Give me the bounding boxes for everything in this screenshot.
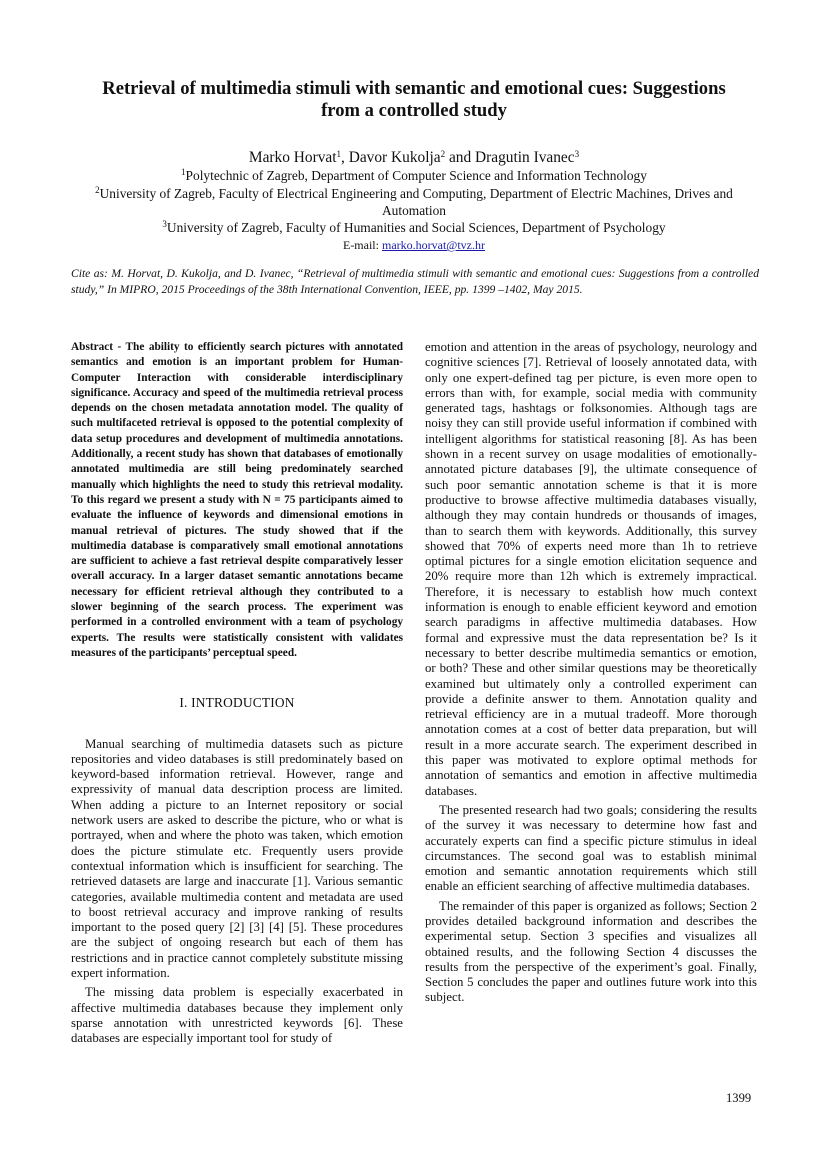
intro-paragraph-1: Manual searching of multimedia datasets such as picture repositories and video databases is still predominately based on keyword-based information retrieval. However, range and expressivity of manual data description process are limited. When adding a picture to an Internet repository or social network users are asked to describe the picture, who or what is portrayed, when and where the photo was taken, which emotion does the picture stimulate etc. Frequently users provide contextual information which is insufficient for searching. The retrieved datasets are large and inaccurate [1]. Various semantic categories, available multimedia content and metadata are used to boost retrieval accuracy and improve ranking of results important to the posed query [2] [3] [4] [5]. These procedures are the subject of ongoing research but each of them has restrictions and in practice cannot completely substitute missing expert information.	[71, 736, 403, 980]
paper-title	[60, 78, 768, 122]
abstract: Abstract - The ability to efficiently search pictures with annotated semantics and emotion is an important problem for Human-Computer Interaction with considerable interdisciplinary significance. Accuracy and speed of the multimedia retrieval process depends on the chosen metadata annotation model. The quality of such multifaceted retrieval is opposed to the potential complexity of data setup procedures and development of multimedia annotations. Additionally, a recent study has shown that databases of emotionally annotated multimedia are still being predominately searched manually which highlights the need to study this retrieval modality. To this regard we present a study with N = 75 participants aimed to evaluate the influence of keywords and dimensional emotions in manual retrieval of pictures. The study showed that if the multimedia database is comparatively small emotional annotations are sufficient to achieve a fast retrieval despite comparatively lesser overall accuracy. In a larger dataset semantic annotations became necessary for efficient retrieval although they contributed to a slower beginning of the search process. The experiment was performed in a controlled environment with a team of psychology experts. The results were statistically consistent with validates measures of the participants’ perceptual speed.	[71, 341, 403, 659]
contact-email	[40, 238, 788, 253]
affiliation-2-marker: 2	[95, 185, 100, 195]
affiliation-1	[70, 168, 758, 185]
author-list	[40, 148, 788, 167]
intro-paragraph-4: The presented research had two goals; considering the results of the survey it was necessary to determine how fast and accurately experts can find a specific picture stimulus in ideal circumstances. The second goal was to establish minimal emotion and semantic annotation requirements which still enable an efficient searching of affective multimedia databases.	[425, 802, 757, 894]
affiliation-3	[70, 220, 758, 237]
affiliation-1-text: Polytechnic of Zagreb, Department of Computer Science and Information Technology	[185, 168, 647, 183]
email-link[interactable]: marko.horvat@tvz.hr	[381, 238, 486, 252]
page-number: 1399	[726, 1091, 752, 1105]
right-column	[425, 340, 757, 1010]
citation-note: Cite as: M. Horvat, D. Kukolja, and D. Ivanec, “Retrieval of multimedia stimuli with semantic and emotional cues: Suggestions from a controlled study,” In MIPRO, 2015 Proceedings of the 38th International Convention, IEEE, pp. 1399 –1402, May 2015.	[71, 267, 759, 296]
left-column	[71, 340, 403, 1050]
author-1: Marko Horvat	[248, 149, 337, 166]
affiliation-3-marker: 3	[162, 219, 167, 229]
paper-title-line-1: Retrieval of multimedia stimuli with semantic and emotional cues: Suggestions	[102, 78, 726, 99]
section-heading-introduction: I. INTRODUCTION	[179, 695, 295, 711]
affiliation-2-text: University of Zagreb, Faculty of Electrical Engineering and Computing, Department of Electric Machines, Drives and Automation	[99, 186, 733, 218]
affiliation-2	[78, 186, 750, 219]
affiliation-3-text: University of Zagreb, Faculty of Humanities and Social Sciences, Department of Psychology	[166, 220, 666, 235]
paper-title-line-2: from a controlled study	[321, 100, 507, 121]
intro-paragraph-5: The remainder of this paper is organized as follows; Section 2 provides detailed background information and describes the experimental setup. Section 3 specifies and visualizes all obtained results, and the following Section 4 discusses the results from the perspective of the experiment’s goal. Finally, Section 5 concludes the paper and outlines future work into this subject.	[425, 898, 757, 1005]
intro-paragraph-3: emotion and attention in the areas of psychology, neurology and cognitive sciences [7]. Retrieval of loosely annotated data, with only one expert-defined tag per picture, is even more open to errors than with, for example, social media with community generated tags, hashtags or folksonomies. Although tags are noisy they can still provide useful information if combined with intelligent algorithms for statistical reasoning [8]. As has been shown in a recent survey on usage modalities of emotionally-annotated picture databases [9], the ultimate consequence of such poor semantic annotation scheme is that it is more productive to browse affective multimedia databases visually, although they may contain hundreds or thousands of images, than to search them with keywords. Additionally, this survey showed that 70% of experts need more than 1h to retrieve optimal pictures for a single emotion elicitation sequence and 20% require more than 12h which is extremely impractical. Therefore, it is necessary to establish how much context information is enough to enable efficient keyword and emotion search paradigms in affective multimedia databases. How formal and expressive must the data representation be? Is it necessary to better describe multimedia semantics or emotion, or both? These and other similar questions may be theoretically examined but ultimately only a controlled experiment can provide a definite answer to them. Annotation quality and retrieval efficiency are in a mutual tradeoff. More thorough annotation comes at a cost of better data preparation, but will result in a more accurate search. The experiment described in this paper was motivated to explore optimal methods for annotation of semantics and emotion in affective multimedia databases.	[425, 340, 757, 798]
intro-paragraph-2: The missing data problem is especially exacerbated in affective multimedia databases because they implement only sparse annotation with unrestricted keywords [6]. These databases are especially important tool for study of	[71, 985, 403, 1046]
author-3-affil-marker: 3	[574, 149, 580, 159]
author-2: , Davor Kukolja	[341, 149, 441, 166]
email-label: E-mail:	[342, 238, 382, 252]
affiliation-1-marker: 1	[181, 167, 186, 177]
author-2-affil-marker: 2	[440, 149, 446, 159]
author-3: and Dragutin Ivanec	[445, 149, 575, 166]
author-1-affil-marker: 1	[336, 149, 342, 159]
